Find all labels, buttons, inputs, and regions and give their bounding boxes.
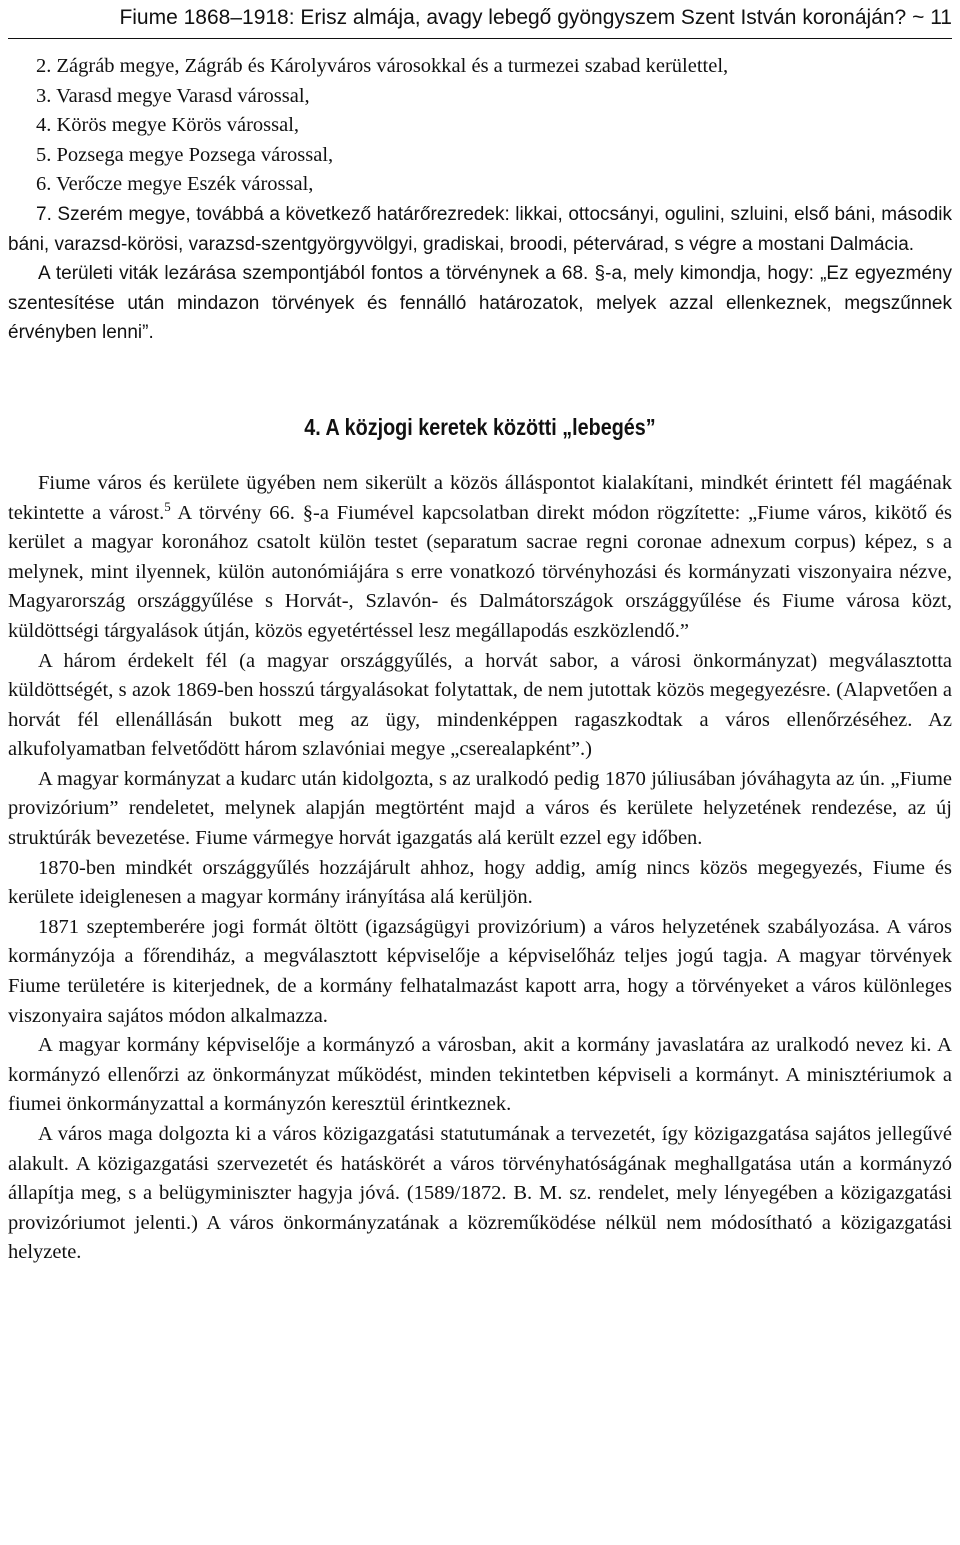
footnote-reference[interactable]: 5 [164, 498, 171, 514]
paragraph-fiume-status [8, 469, 952, 647]
list-item: 2. Zágráb megye, Zágráb és Károlyváros városokkal és a turmezei szabad kerülettel, [36, 55, 729, 77]
page-number: 11 [930, 6, 952, 29]
paragraph-delegations [8, 647, 952, 765]
paragraph-1871 [8, 913, 952, 1031]
paragraph-text: A magyar kormányzat a kudarc után kidolgozta, s az uralkodó pedig 1870 júliusában jóváhagyta az ún. „Fiume provizórium” rendeletet, melynek alapján megtörtént majd a város és kerülete helyzetének rendezése, az új struktúrák bevezetése. [8, 767, 952, 850]
paragraph-text: A három érdekelt fél (a magyar országgyűlés, a horvát sabor, a városi önkormányzat) megválasztotta küldöttségét, s azok 1869-ben hosszú tárgyalásokat folytattak, de nem jutottak közös megegyezésre. [8, 649, 952, 702]
document-page [8, 0, 952, 1268]
list-item: 6. Verőcze megye Eszék várossal, [36, 173, 314, 196]
header-separator: ~ [912, 6, 925, 29]
list-item: 3. Varasd megye Varasd várossal, [36, 84, 310, 107]
list-item: 4. Körös megye Körös várossal, [36, 114, 300, 137]
paragraph-provisorium [8, 765, 952, 854]
section-heading: 4. A közjogi keretek közötti „lebegés” [304, 413, 656, 440]
paragraph-text: 1871 szeptemberére jogi formát öltött (igazságügyi provizórium) a város helyzetének szabályozása. [38, 915, 880, 938]
county-list-item-7: 7. Szerém megye, továbbá a következő határőrezredek: likkai, ottocsányi, ogulini, szluini, első báni, második báni, varazsd-körösi, varazsd-szentgyörgyvölgyi, gradiskai, broodi, pétervárad, s végre a mostani Dalmácia. [8, 203, 952, 255]
list-item: 5. Pozsega megye Pozsega várossal, [36, 143, 334, 166]
paragraph-text: Fiume város és kerülete ügyében nem sikerült a közös álláspontot kialakítani, mindkét érintett fél magáénak tekintette a várost. [8, 471, 952, 524]
paragraph-administration: A város maga dolgozta ki a város közigazgatási statutumának a tervezetét, így közigazgatása sajátos jellegűvé alakult. A közigazgatási szervezetét és hatáskörét a város törvényhatóságának meghallgatása után a kormányzó állapítja meg, s a belügyminiszter hagyja jóvá. (1589/1872. B. M. sz. rendelet, mely lényegében a közigazgatási provizóriumot jelenti.) A város önkormányzatának a közreműködése nélkül nem módosítható a közigazgatási helyzete. [8, 1123, 952, 1264]
running-header [8, 0, 952, 39]
paragraph-text: (Alapvetően a horvát fél ellenállásán bukott meg az ügy, mindenképpen ragaszkodtak a város ellenőrzéséhez. Az alkufolyamatban felvetődött három szlavóniai megye „cserealapként”.) [8, 679, 953, 761]
paragraph-text: Fiume vármegye horvát igazgatás alá került ezzel egy időben. [190, 827, 703, 850]
paragraph-text: A törvény 66. §-a Fiumével kapcsolatban direkt módon rögzítette: „Fiume város, kikötő és kerület a magyar koronához csatolt külön testet (separatum sacrae regni coronae adnexum corpus) képez, s a melynek, mint ilyennek, külön autonómiájára s erre vonatkozó törvényhozási és kormányzati viszonyaira nézve, Magyarország országgyűlése s Horvát-, Szlavón- és Dalmátországok országgyűlése és Fiume városa közt, küldöttségi tárgyalások útján, közös egyetértéssel lesz megállapodás eszközlendő.” [8, 501, 952, 642]
paragraph-text: A város kormányzója a főrendiház, a megválasztott képviselője a képviselőház teljes jogú tagja. A magyar törvények Fiume területére is kiterjednek, de a kormány felhatalmazást kapott arra, hogy a törvényeket a város különleges viszonyaira sajátos módon alkalmazza. [8, 915, 952, 1027]
paragraph-governor: A magyar kormány képviselője a kormányzó a városban, akit a kormány javaslatára az uralkodó nevez ki. A kormányzó ellenőrzi az önkormányzat működést, minden tekintetben képviseli a kormányt. A minisztériumok a fiumei önkormányzattal a kormányzón keresztül érintkeznek. [8, 1034, 952, 1116]
territorial-paragraph: A területi viták lezárása szempontjából fontos a törvénynek a 68. §-a, mely kimondja, hogy: „Ez egyezmény szentesítése után mindazon törvények és fennálló határozatok, melyek azzal ellenkeznek, megszűnnek érvényben lenni”. [8, 263, 952, 344]
county-list [8, 52, 952, 200]
paragraph-1870: 1870-ben mindkét országgyűlés hozzájárult ahhoz, hogy addig, amíg nincs közös megegyezés, Fiume és kerülete ideiglenesen a magyar kormány irányítása alá kerüljön. [8, 856, 952, 909]
running-title: Fiume 1868–1918: Erisz almája, avagy lebegő gyöngyszem Szent István koronáján? [119, 6, 907, 29]
